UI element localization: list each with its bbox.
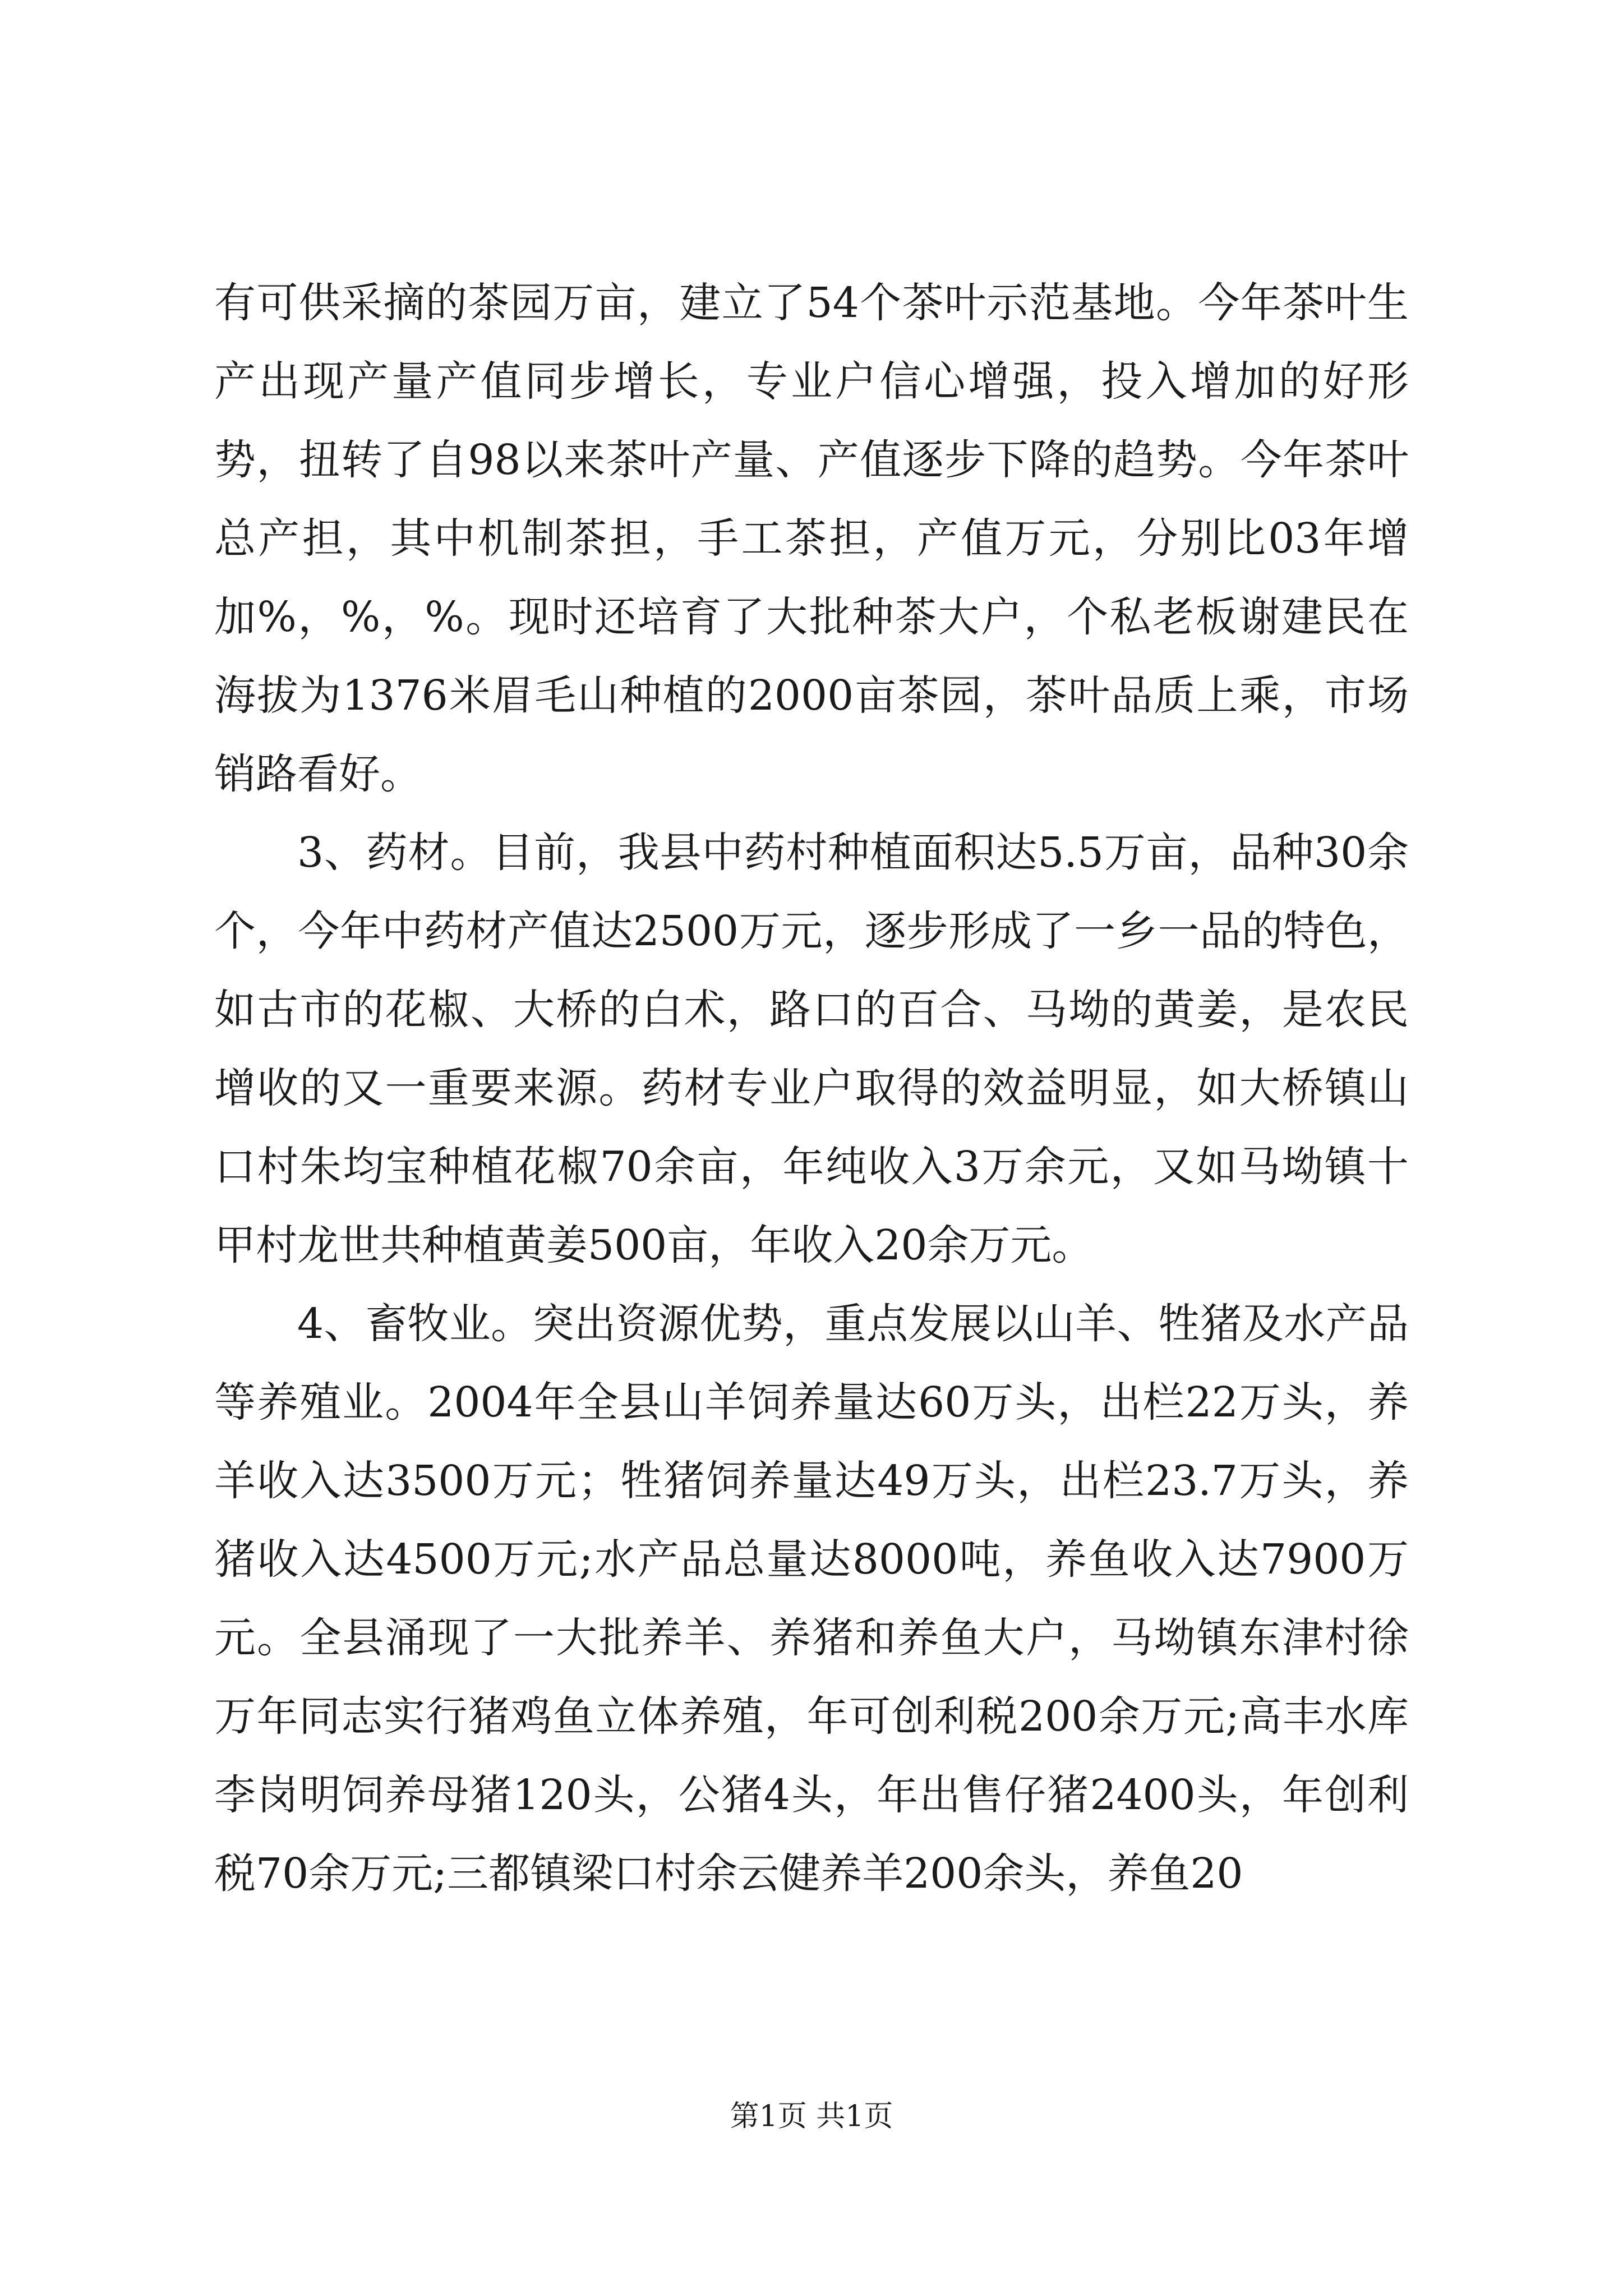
- document-body: [214, 264, 1409, 1913]
- paragraph-livestock: 4、畜牧业。突出资源优势，重点发展以山羊、牲猪及水产品等养殖业。2004年全县山羊饲养量达60万头，出栏22万头，养羊收入达3500万元；牲猪饲养量达49万头，出栏23.7万头，养猪收入达4500万元;水产品总量达8000吨，养鱼收入达7900万元。全县涌现了一大批养羊、养猪和养鱼大户，马坳镇东津村徐万年同志实行猪鸡鱼立体养殖，年可创利税200余万元;高丰水库李岗明饲养母猪120头，公猪4头，年出售仔猪2400头，年创利税70余万元;三都镇梁口村余云健养羊200余头，养鱼20: [214, 1300, 1409, 1898]
- page-footer: [0, 2097, 1623, 2136]
- paragraph-tea-plantation: 有可供采摘的茶园万亩，建立了54个茶叶示范基地。今年茶叶生产出现产量产值同步增长，专业户信心增强，投入增加的好形势，扭转了自98以来茶叶产量、产值逐步下降的趋势。今年茶叶总产担，其中机制茶担，手工茶担，产值万元，分别比03年增加%，%，%。现时还培育了大批种茶大户，个私老板谢建民在海拔为1376米眉毛山种植的2000亩茶园，茶叶品质上乘，市场销路看好。: [214, 279, 1409, 798]
- paragraph-medicinal-herbs: 3、药材。目前，我县中药村种植面积达5.5万亩，品种30余个，今年中药材产值达2500万元，逐步形成了一乡一品的特色，如古市的花椒、大桥的白术，路口的百合、马坳的黄姜，是农民增收的又一重要来源。药材专业户取得的效益明显，如大桥镇山口村朱均宝种植花椒70余亩，年纯收入3万余元，又如马坳镇十甲村龙世共种植黄姜500亩，年收入20余万元。: [214, 829, 1409, 1269]
- page-number-label: 第1页 共1页: [730, 2100, 893, 2133]
